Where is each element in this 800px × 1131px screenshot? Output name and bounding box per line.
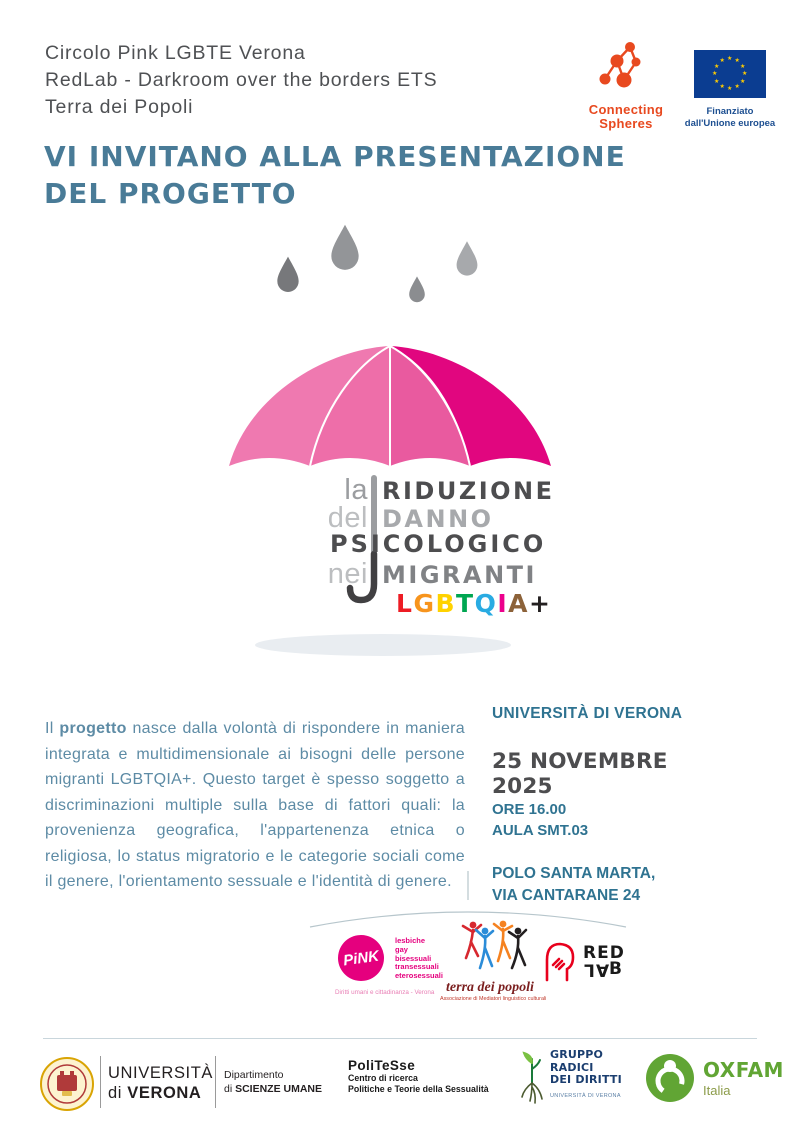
organizers-block bbox=[45, 40, 437, 121]
lgbtqia-letter: Q bbox=[474, 589, 498, 618]
pink-side-line: eterosessuali bbox=[395, 971, 443, 981]
connecting-spheres-name bbox=[583, 103, 669, 131]
oxfam-name: OXFAM bbox=[703, 1058, 784, 1082]
footer-divider bbox=[43, 1038, 757, 1039]
terra-dei-popoli-logo bbox=[440, 916, 547, 1002]
oxfam-text bbox=[703, 1058, 784, 1098]
politesse-line3: Politiche e Teorie della Sessualità bbox=[348, 1084, 489, 1094]
organizer-line-3: Terra dei Popoli bbox=[45, 96, 194, 118]
umbrella-panel-4 bbox=[390, 346, 551, 466]
title-line1: VI INVITANO ALLA PRESENTAZIONE bbox=[44, 140, 626, 173]
description-bold-word: progetto bbox=[59, 720, 127, 737]
politesse-line2: Centro di ricerca bbox=[348, 1073, 418, 1083]
footer-separator bbox=[100, 1056, 101, 1108]
umbrella-panel-2 bbox=[310, 346, 390, 466]
umbrella-ribs bbox=[310, 346, 470, 466]
dipartimento-logo bbox=[224, 1068, 322, 1096]
title-line2: DEL PROGETTO bbox=[44, 177, 297, 210]
organizer-line-1: Circolo Pink LGBTE Verona bbox=[45, 42, 306, 64]
terra-tagline: Associazione di Mediatori linguistico culturali bbox=[440, 996, 547, 1002]
wordmark-nei: nei bbox=[327, 558, 368, 590]
event-details bbox=[492, 705, 732, 907]
dipartimento-line2: di SCIENZE UMANE bbox=[224, 1083, 323, 1095]
eu-funding-line2: dall'Unione europea bbox=[684, 117, 776, 129]
pink-side-line: gay bbox=[395, 944, 408, 954]
wordmark-riduzione: RIDUZIONE bbox=[382, 477, 555, 505]
lgbtqia-wordmark bbox=[396, 589, 590, 618]
raindrop-icon bbox=[277, 257, 298, 292]
lgbtqia-letter: T bbox=[456, 589, 475, 618]
lgbtqia-letter: G bbox=[413, 589, 436, 618]
umbrella-icon bbox=[229, 346, 551, 466]
redlab-wordmark bbox=[583, 942, 625, 980]
lgbtqia-letter: B bbox=[435, 589, 457, 618]
dancing-figures-icon bbox=[440, 916, 540, 974]
raindrop-icon bbox=[331, 225, 358, 270]
event-date: 25 NOVEMBRE 2025 bbox=[492, 749, 668, 799]
wordmark-psicologico: PSICOLOGICO bbox=[330, 530, 547, 558]
redlab-line2 bbox=[583, 961, 625, 978]
event-address bbox=[492, 863, 732, 907]
oxfam-icon bbox=[645, 1053, 695, 1103]
pink-side-line: bisessuali bbox=[395, 953, 432, 963]
radici-sub: UNIVERSITÀ DI VERONA bbox=[550, 1092, 621, 1099]
description-rest: nasce dalla volontà di rispondere in maniera integrata e multidimensionale ai bisogni delle persone migranti LGBTQIA+. Questo target è spesso soggetto a discriminazioni multiple sulla base di fattori quali: la provenienza geografica, l'appartenenza etnica o religiosa, lo status migratorio e le categorie sociali come il genere, l'orientamento sessuale e l'identità di genere. bbox=[45, 720, 465, 890]
raindrops-icon bbox=[277, 225, 477, 303]
redlab-logo bbox=[538, 938, 625, 984]
eu-funding-text bbox=[684, 106, 776, 129]
pink-side-text bbox=[395, 937, 443, 981]
pink-side-line: transessuali bbox=[395, 962, 439, 972]
organizer-line-2: RedLab - Darkroom over the borders ETS bbox=[45, 69, 438, 91]
lgbtqia-letter: I bbox=[497, 589, 509, 618]
page-title bbox=[44, 138, 626, 212]
footer-separator bbox=[215, 1056, 216, 1108]
project-description bbox=[45, 716, 465, 895]
wordmark-del: del bbox=[327, 502, 368, 534]
wordmark-la: la bbox=[344, 474, 368, 506]
redlab-letter: A bbox=[594, 959, 610, 980]
univr-line2: di VERONA bbox=[108, 1084, 202, 1102]
connecting-spheres-icon bbox=[583, 38, 669, 96]
redlab-line1: RED bbox=[583, 942, 625, 963]
gruppo-radici-text bbox=[550, 1049, 622, 1107]
oxfam-sub: Italia bbox=[703, 1083, 731, 1098]
gruppo-radici-logo bbox=[518, 1049, 622, 1107]
event-room: AULA SMT.03 bbox=[492, 822, 589, 839]
redlab-letter: B bbox=[609, 959, 623, 979]
univr-seal-icon bbox=[40, 1057, 94, 1111]
eu-funding-logo bbox=[684, 50, 776, 129]
dipartimento-line1: Dipartimento bbox=[224, 1069, 284, 1081]
description-lead: Il bbox=[45, 720, 60, 737]
pink-side-line: lesbiche bbox=[395, 936, 426, 945]
pink-circle-icon: PiNK bbox=[335, 932, 387, 984]
event-time: ORE 16.00 bbox=[492, 801, 567, 818]
radici-line3: DEI DIRITTI bbox=[550, 1073, 622, 1086]
wordmark-migranti: MIGRANTI bbox=[382, 561, 537, 589]
lgbtqia-letter: A bbox=[508, 589, 530, 618]
eu-flag-icon: ★ ★ ★ ★ ★ ★ ★ ★ ★ ★ ★ ★ bbox=[694, 50, 766, 98]
terra-name: terra dei popoli bbox=[446, 980, 534, 995]
redlab-letter: L bbox=[583, 959, 595, 980]
connecting-spheres-line1: Connecting bbox=[588, 102, 664, 117]
event-address-line2: VIA CANTARANE 24 bbox=[492, 887, 641, 904]
seedling-roots-icon bbox=[518, 1049, 546, 1107]
oxfam-logo bbox=[645, 1053, 784, 1103]
univr-line1: UNIVERSITÀ bbox=[108, 1064, 214, 1082]
radici-line2: RADICI bbox=[550, 1060, 594, 1074]
event-address-line1: POLO SANTA MARTA, bbox=[492, 865, 656, 882]
pink-tagline: Diritti umani e cittadinanza - Verona bbox=[335, 989, 435, 996]
umbrella-panel-3 bbox=[390, 346, 470, 466]
lgbtqia-letter: L bbox=[396, 589, 414, 618]
connecting-spheres-line2: Spheres bbox=[599, 116, 653, 131]
raindrop-icon bbox=[409, 276, 425, 302]
radici-line1: GRUPPO bbox=[550, 1048, 604, 1061]
event-venue: UNIVERSITÀ DI VERONA bbox=[492, 705, 683, 722]
umbrella-panel-1 bbox=[229, 346, 390, 466]
wordmark-danno: DANNO bbox=[382, 505, 494, 533]
project-wordmark bbox=[300, 474, 590, 618]
shadow-ellipse bbox=[255, 634, 511, 656]
redlab-head-icon bbox=[538, 938, 578, 984]
connecting-spheres-logo bbox=[583, 38, 669, 131]
raindrop-icon bbox=[457, 241, 478, 275]
politesse-logo bbox=[348, 1058, 489, 1095]
politesse-name: PoliTeSse bbox=[348, 1058, 416, 1073]
lgbtqia-letter: + bbox=[529, 589, 552, 618]
eu-funding-line1: Finanziato bbox=[706, 106, 754, 117]
univr-logo bbox=[108, 1063, 213, 1103]
